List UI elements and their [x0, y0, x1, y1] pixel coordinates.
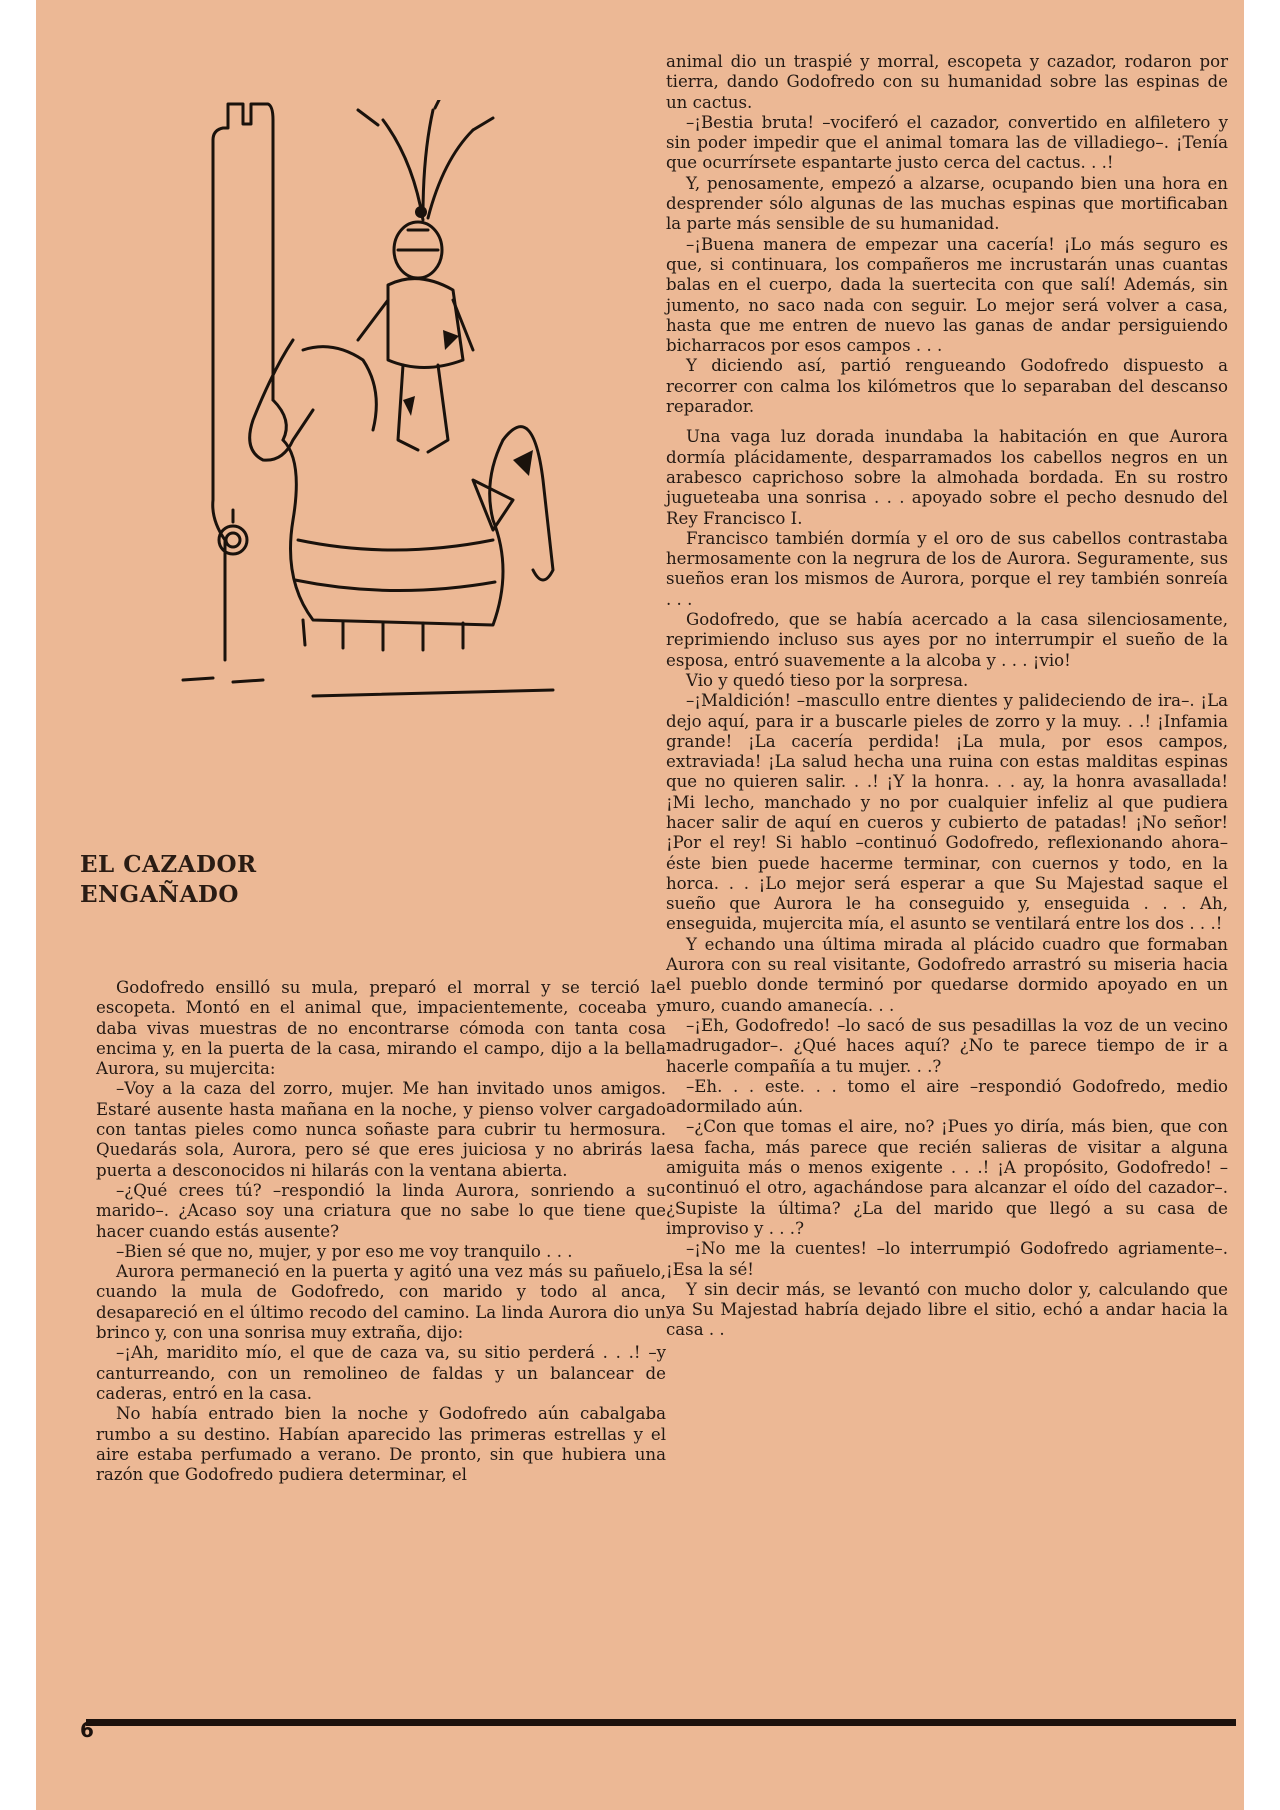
paragraph: Y diciendo así, partió rengueando Godofredo dispuesto a recorrer con calma los kilómetros que lo separaban del descanso reparador. — [666, 356, 1228, 417]
title-line-1: EL CAZADOR — [80, 851, 257, 878]
paragraph: –¡No me la cuentes! –lo interrumpió Godofredo agriamente–. ¡Esa la sé! — [666, 1239, 1228, 1279]
paragraph: Una vaga luz dorada inundaba la habitación en que Aurora dormía plácidamente, desparramados los cabellos negros en un arabesco caprichoso sobre la almohada bordada. En su rostro jugueteaba una sonrisa . . . apoyado sobre el pecho desnudo del Rey Francisco I. — [666, 427, 1228, 528]
footer-rule — [86, 1719, 1236, 1726]
left-text-column — [96, 978, 666, 1485]
paragraph: –¡Ah, maridito mío, el que de caza va, su sitio perderá . . .! –y canturreando, con un remolineo de faldas y un balancear de caderas, entró en la casa. — [96, 1343, 666, 1403]
right-text-column — [666, 52, 1228, 1341]
article-title — [80, 850, 410, 910]
paragraph: Aurora permaneció en la puerta y agitó una vez más su pañuelo, cuando la mula de Godofredo, con marido y todo al anca, desapareció en el último recodo del camino. La linda Aurora dio un brinco y, con una sonrisa muy extraña, dijo: — [96, 1262, 666, 1343]
paragraph: Y, penosamente, empezó a alzarse, ocupando bien una hora en desprender sólo algunas de las muchas espinas que mortificaban la parte más sensible de su humanidad. — [666, 173, 1228, 234]
paragraph: –¡Eh, Godofredo! –lo sacó de sus pesadillas la voz de un vecino madrugador–. ¿Qué haces aquí? ¿No te parece tiempo de ir a hacerle compañía a tu mujer. . .? — [666, 1015, 1228, 1076]
magazine-page — [36, 0, 1244, 1810]
paragraph: Y echando una última mirada al plácido cuadro que formaban Aurora con su real visitante, Godofredo arrastró su miseria hacia el pueblo donde terminó por quedarse dormido apoyado en un muro, cuando amanecía. . . — [666, 934, 1228, 1015]
page-number: 6 — [80, 1718, 94, 1742]
paragraph: Y sin decir más, se levantó con mucho dolor y, calculando que ya Su Majestad habría dejado libre el sitio, echó a andar hacia la casa . . — [666, 1279, 1228, 1340]
paragraph: –¡Maldición! –mascullo entre dientes y palideciendo de ira–. ¡La dejo aquí, para ir a buscarle pieles de zorro y la muy. . .! ¡Infamia grande! ¡La cacería perdida! ¡La mula, por esos campos, extraviada! ¡La salud hecha una ruina con estas malditas espinas que no quieren salir. . .! ¡Y la honra. . . ay, la honra avasallada! ¡Mi lecho, manchado y no por cualquier infeliz al que pudiera hacer salir de aquí en cueros y cubierto de patadas! ¡No señor! ¡Por el rey! Si hablo –continuó Godofredo, reflexionando ahora– éste bien puede hacerme terminar, con cuernos y todo, en la horca. . . ¡Lo mejor será esperar a que Su Majestad saque el sueño que Aurora le ha conseguido y, enseguida . . . Ah, enseguida, mujercita mía, el asunto se ventilará entre los dos . . .! — [666, 691, 1228, 934]
paragraph: –¡Bestia bruta! –vociferó el cazador, convertido en alfiletero y sin poder impedir que el animal tomara las de villadiego–. ¡Tenía que ocurrírsete espantarte justo cerca del cactus. . .! — [666, 112, 1228, 173]
paragraph: Godofredo, que se había acercado a la casa silenciosamente, reprimiendo incluso sus ayes por no interrumpir el sueño de la esposa, entró suavemente a la alcoba y . . . ¡vio! — [666, 610, 1228, 670]
paragraph: Vio y quedó tieso por la sorpresa. — [686, 670, 969, 690]
paragraph: –¡Buena manera de empezar una cacería! ¡Lo más seguro es que, si continuara, los compañeros me incrustarán unas cuantas balas en el cuerpo, dada la suertecita con que salí! Además, sin jumento, no saco nada con seguir. Lo mejor será volver a casa, hasta que me entren de nuevo las ganas de andar persiguiendo bicharracos por esos campos . . . — [666, 234, 1228, 356]
paragraph: Godofredo ensilló su mula, preparó el morral y se terció la escopeta. Montó en el animal que, impacientemente, coceaba y daba vivas muestras de no encontrarse cómoda con tanta cosa encima y, en la puerta de la casa, mirando el campo, dijo a la bella Aurora, su mujercita: — [96, 978, 666, 1079]
paragraph: No había entrado bien la noche y Godofredo aún cabalgaba rumbo a su destino. Habían aparecido las primeras estrellas y el aire estaba perfumado a verano. De pronto, sin que hubiera una razón que Godofredo pudiera determinar, el — [96, 1404, 666, 1485]
paragraph: –¿Qué crees tú? –respondió la linda Aurora, sonriendo a su marido–. ¿Acaso soy una criatura que no sabe lo que tiene que hacer cuando estás ausente? — [96, 1180, 666, 1241]
paragraph: –Eh. . . este. . . tomo el aire –respondió Godofredo, medio adormilado aún. — [666, 1076, 1228, 1117]
paragraph: Francisco también dormía y el oro de sus cabellos contrastaba hermosamente con la negrura de los de Aurora. Seguramente, sus sueños eran los mismos de Aurora, porque el rey también sonreía . . . — [666, 528, 1228, 609]
title-line-2: ENGAÑADO — [80, 881, 239, 908]
paragraph: –Voy a la caza del zorro, mujer. Me han invitado unos amigos. Estaré ausente hasta mañana en la noche, y pienso volver cargado con tantas pieles como nunca soñaste para cubrir tu hermosura. Quedarás sola, Aurora, pero sé que eres juiciosa y no abrirás la puerta a desconocidos ni hilarás con la ventana abierta. — [96, 1079, 666, 1180]
paragraph: –¿Con que tomas el aire, no? ¡Pues yo diría, más bien, que con esa facha, más parece que recién salieras de visitar a alguna amiguita más o menos exigente . . .! ¡A propósito, Godofredo! –continuó el otro, agachándose para alcanzar el oído del cazador–. ¿Supiste la última? ¿La del marido que llegó a su casa de improviso y . . .? — [666, 1117, 1228, 1238]
knight-on-horse-illustration — [173, 100, 563, 710]
paragraph: –Bien sé que no, mujer, y por eso me voy tranquilo . . . — [116, 1241, 573, 1261]
paragraph: animal dio un traspié y morral, escopeta y cazador, rodaron por tierra, dando Godofredo con su humanidad sobre las espinas de un cactus. — [666, 52, 1228, 112]
